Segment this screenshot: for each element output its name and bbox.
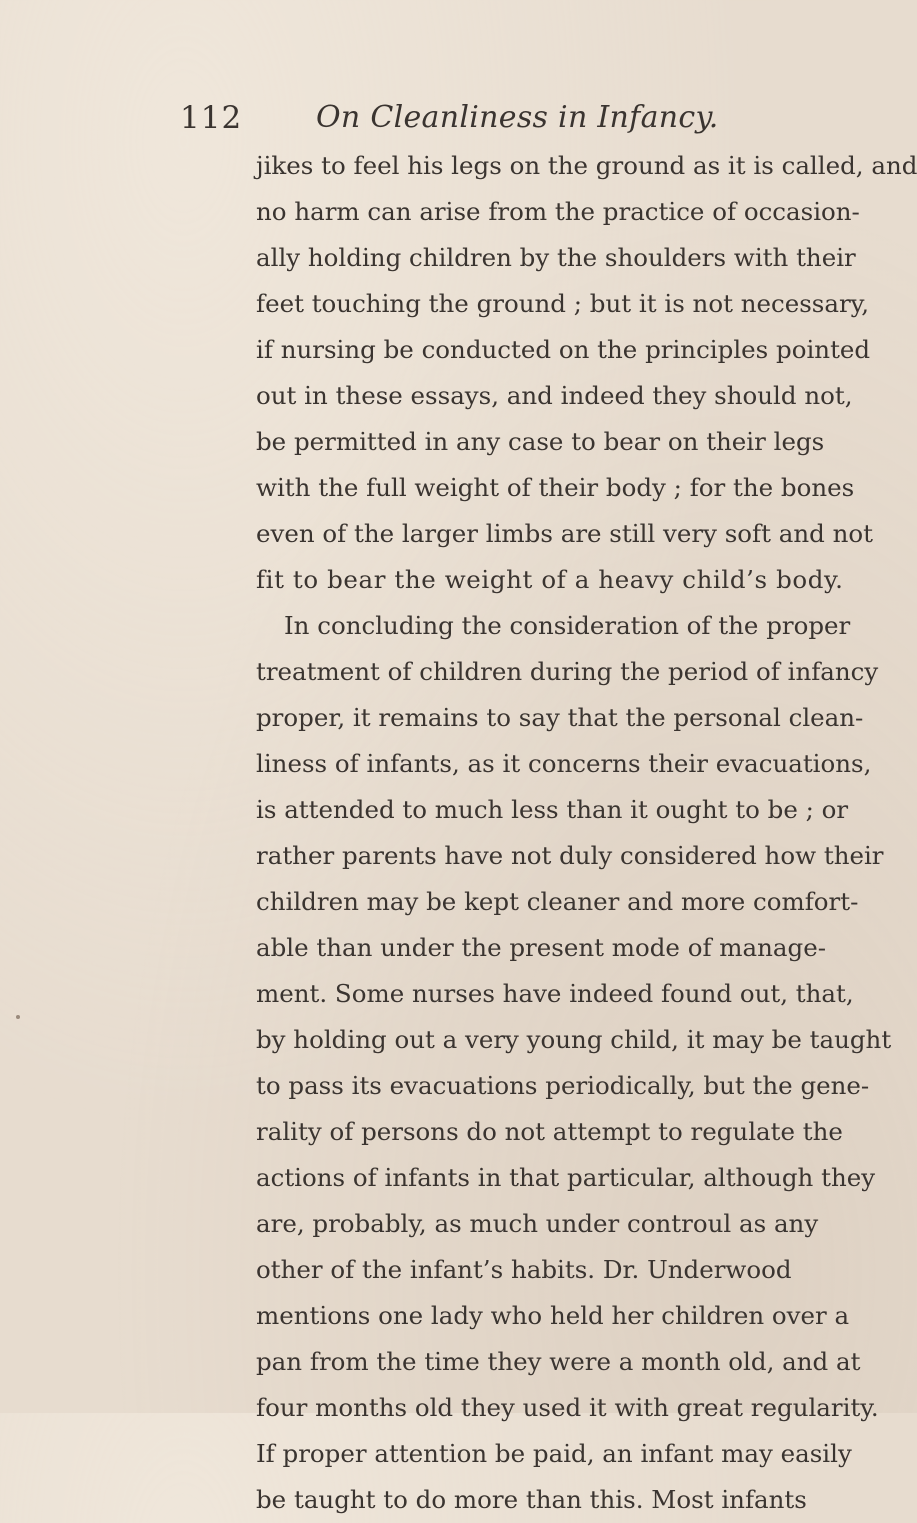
text-line: feet touching the ground ; but it is not necessary, bbox=[256, 289, 870, 318]
text-line: rather parents have not duly considered how their bbox=[256, 841, 884, 870]
text-line: ment. Some nurses have indeed found out, that, bbox=[256, 979, 854, 1008]
text-line: jikes to feel his legs on the ground as it is called, and bbox=[256, 151, 917, 180]
running-title: On Cleanliness in Infancy. bbox=[316, 100, 719, 135]
text-line: be permitted in any case to bear on their legs bbox=[256, 427, 825, 456]
text-line: other of the infant’s habits. Dr. Underwood bbox=[256, 1255, 792, 1284]
body-text bbox=[256, 143, 917, 1523]
paper-speck bbox=[16, 1015, 20, 1019]
text-line: four months old they used it with great regularity. bbox=[256, 1393, 879, 1422]
text-line: mentions one lady who held her children over a bbox=[256, 1301, 850, 1330]
text-line: liness of infants, as it concerns their evacuations, bbox=[256, 749, 872, 778]
text-line: children may be kept cleaner and more comfort- bbox=[256, 887, 859, 916]
text-line: rality of persons do not attempt to regulate the bbox=[256, 1117, 843, 1146]
text-line: by holding out a very young child, it may be taught bbox=[256, 1025, 892, 1054]
text-line: fit to bear the weight of a heavy child’s body. bbox=[256, 565, 844, 594]
text-line: If proper attention be paid, an infant may easily bbox=[256, 1439, 852, 1468]
text-line: ally holding children by the shoulders with their bbox=[256, 243, 856, 272]
text-line: actions of infants in that particular, although they bbox=[256, 1163, 876, 1192]
text-line: if nursing be conducted on the principles pointed bbox=[256, 335, 871, 364]
text-line: are, probably, as much under controul as any bbox=[256, 1209, 819, 1238]
text-line: out in these essays, and indeed they should not, bbox=[256, 381, 853, 410]
text-line: no harm can arise from the practice of occasion- bbox=[256, 197, 860, 226]
text-line: pan from the time they were a month old, and at bbox=[256, 1347, 861, 1376]
text-line: even of the larger limbs are still very soft and not bbox=[256, 519, 873, 548]
text-line: with the full weight of their body ; for the bones bbox=[256, 473, 855, 502]
text-line: able than under the present mode of manage- bbox=[256, 933, 826, 962]
text-line: proper, it remains to say that the personal clean- bbox=[256, 703, 864, 732]
text-line: treatment of children during the period of infancy bbox=[256, 657, 879, 686]
page-number: 112 bbox=[180, 100, 243, 136]
text-line: to pass its evacuations periodically, but the gene- bbox=[256, 1071, 870, 1100]
text-line: is attended to much less than it ought to be ; or bbox=[256, 795, 849, 824]
text-line: be taught to do more than this. Most infants bbox=[256, 1485, 807, 1514]
paragraph-start-line: In concluding the consideration of the proper bbox=[284, 611, 851, 640]
